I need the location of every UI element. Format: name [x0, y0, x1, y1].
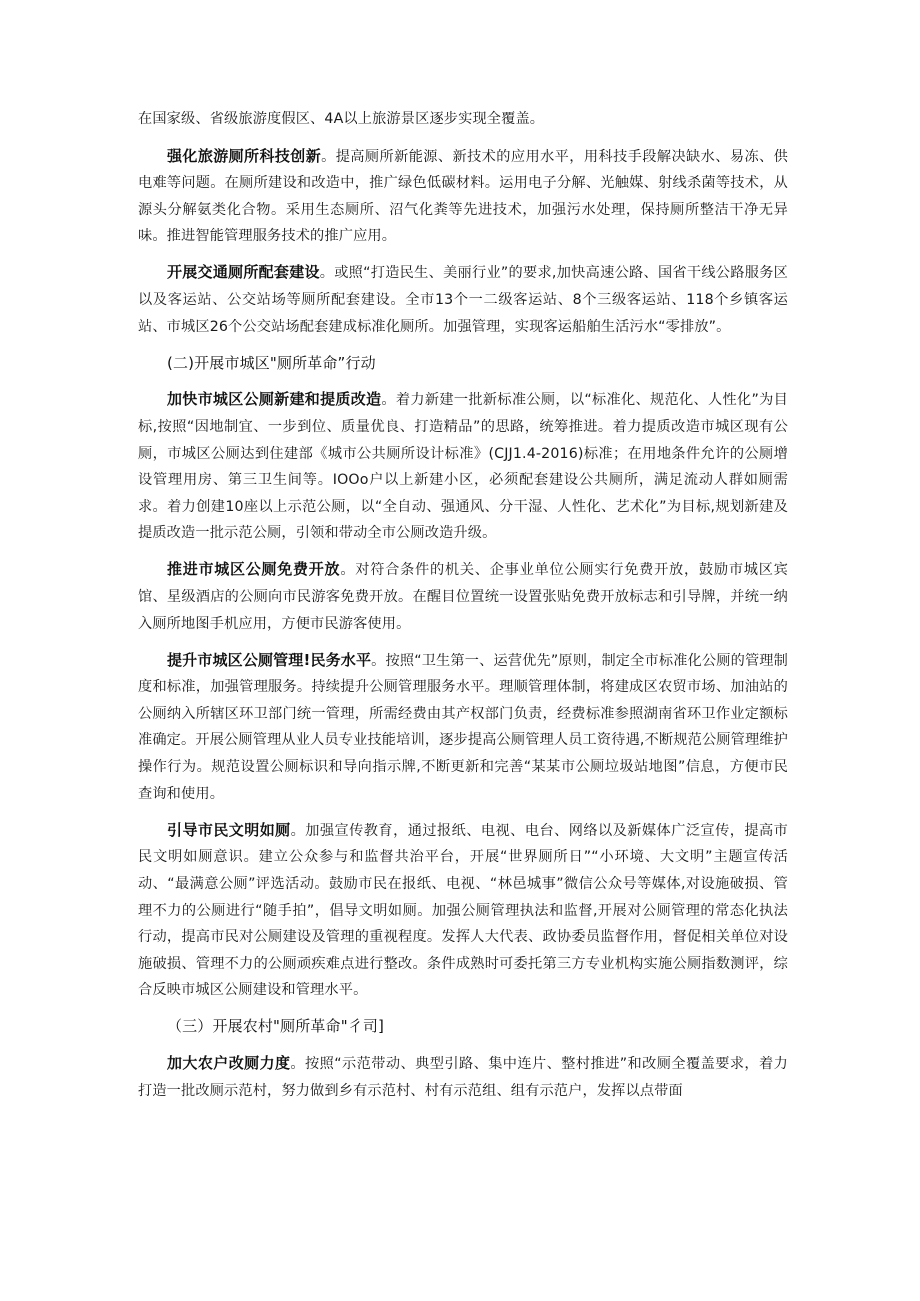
paragraph-lead: 加大农户改厕力度	[167, 1054, 291, 1072]
paragraph-lead: 强化旅游厕所科技创新	[167, 146, 322, 165]
paragraph-text: 。提高厕所新能源、新技术的应用水平，用科技手段解决缺水、易冻、供电难等问题。在厕所建设和改造中，推广绿色低碳材料。运用电子分解、光触媒、射线杀菌等技术，从源头分解氨类化合物。采用生态厕所、沼气化粪等先进技术，加强污水处理，保持厕所整洁干净无异味。推进智能管理服务技术的推广应用。	[138, 148, 788, 245]
paragraph-rural-toilets	[138, 1050, 788, 1104]
section-heading-urban: (二)开展市城区"厕所革命”行动	[167, 353, 376, 372]
section-heading-rural: （三）开展农村"厕所革命"彳司]	[167, 1017, 385, 1036]
paragraph-lead: 引导市民文明如厕	[167, 820, 291, 839]
paragraph-text: 。按照“示范带动、典型引路、集中连片、整村推进”和改厕全覆盖要求，着力打造一批改厕示范村，努力做到乡有示范村、村有示范组、组有示范户，发挥以点带面	[138, 1056, 788, 1099]
paragraph-free-opening	[138, 556, 788, 637]
paragraph-lead: 推进市城区公厕免费开放	[167, 560, 341, 579]
paragraph-transport-toilets	[138, 259, 788, 340]
paragraph-text: 。或照“打造民生、美丽行业”的要求,加快高速公路、国省干线公路服务区以及客运站、公交站场等厕所配套建设。全市13个一二级客运站、8个三级客运站、118个乡镇客运站、市城区26个公交站场配套建成标准化厕所。加强管理，实现客运船舶生活污水“零排放”。	[138, 265, 788, 335]
continuation-paragraph: 在国家级、省级旅游度假区、4A以上旅游景区逐步实现全覆盖。	[138, 111, 545, 127]
paragraph-text: 。对符合条件的机关、企事业单位公厕实行免费开放，鼓励市城区宾馆、星级酒店的公厕向市民游客免费开放。在醒目位置统一设置张贴免费开放标志和引导牌，并统一纳入厕所地图手机应用，方便市民游客使用。	[138, 562, 788, 632]
paragraph-lead: 提升市城区公厕管理!民务水平	[167, 650, 372, 669]
paragraph-tourism-toilet-tech	[138, 143, 788, 250]
paragraph-lead: 开展交通厕所配套建设	[167, 263, 320, 282]
paragraph-text: 。按照“卫生第一、运营优先”原则，制定全市标准化公厕的管理制度和标准，加强管理服务。持续提升公厕管理服务水平。理顺管理体制，将建成区农贸市场、加油站的公厕纳入所辖区环卫部门统一管理，所需经费由其产权部门负责，经费标准参照湖南省环卫作业定额标准确定。开展公厕管理从业人员专业技能培训，逐步提高公厕管理人员工资待遇,不断规范公厕管理维护操作行为。规范设置公厕标识和导向指示牌,不断更新和完善“某某市公厕垃圾站地图”信息，方便市民查询和使用。	[138, 652, 788, 802]
paragraph-new-toilets	[138, 386, 788, 547]
paragraph-text: 。加强宣传教育，通过报纸、电视、电台、网络以及新媒体广泛宣传，提高市民文明如厕意识。建立公众参与和监督共治平台，开展“世界厕所日”“小环境、大文明”主题宣传活动、“最满意公厕”评选活动。鼓励市民在报纸、电视、“林邑城事”微信公众号等媒体,对设施破损、管理不力的公厕进行“随手拍”，倡导文明如厕。加强公厕管理执法和监督,开展对公厕管理的常态化执法行动，提高市民对公厕建设及管理的重视程度。发挥人大代表、政协委员监督作用，督促相关单位对设施破损、管理不力的公厕顽疾难点进行整改。条件成熟时可委托第三方专业机构实施公厕指数测评，综合反映市城区公厕建设和管理水平。	[138, 822, 788, 999]
paragraph-lead: 加快市城区公厕新建和提质改造	[167, 390, 382, 409]
document-body	[138, 106, 788, 1114]
paragraph-text: 。着力新建一批新标准公厕，以“标准化、规范化、人性化”为目标,按照“因地制宜、一步到位、质量优良、打造精品”的思路，统筹推进。着力提质改造市城区现有公厕，市城区公厕达到住建部《城市公共厕所设计标准》(CJJ1.4-2016)标准；在用地条件允许的公厕增设管理用房、第三卫生间等。IOOo户以上新建小区，必须配套建设公共厕所，满足流动人群如厕需求。着力创建10座以上示范公厕，以“全自动、强通风、分干湿、人性化、艺术化”为目标,规划新建及提质改造一批示范公厕，引领和带动全市公厕改造升级。	[138, 392, 788, 542]
paragraph-civilized-use	[138, 817, 788, 1004]
paragraph-management	[138, 647, 788, 808]
